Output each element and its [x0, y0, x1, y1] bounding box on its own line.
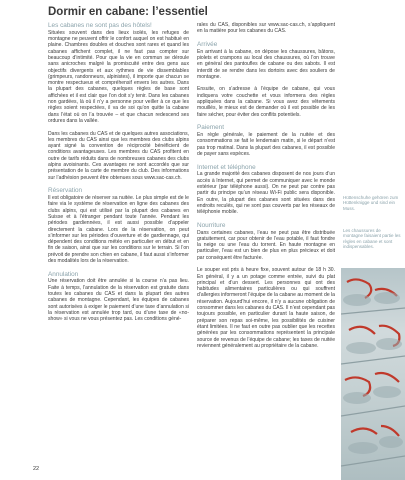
section-heading-reservation: Réservation: [48, 187, 83, 195]
section-heading-annulation: Annulation: [48, 270, 79, 278]
middle-column: [197, 22, 335, 355]
page-title: Dormir en cabane: l’essentiel: [48, 6, 208, 18]
body-paragraph: Une réservation doit être annulée si la course n’a pas lieu. Faite à temps, l’annulation de la réservation est gratuite dans toutes les cabanes du CAS et dans la plupart des autres cabanes de montagne. Cependant, les équipes de cabanes sont autorisées à exiger le paiement d’une taxe d’annulation si la réservation est annulée trop tard, ou d’une taxe de «no-show» si vous ne vous présentez pas. Les conditions géné-: [48, 278, 189, 323]
body-paragraph: En règle générale, le paiement de la nuitée et des consommations se fait le lendemain matin, si le départ n’est pas trop matinal. Dans la plupart des cabanes, il est possible de payer sans espèces.: [197, 132, 335, 157]
slippers-photo: [341, 268, 405, 480]
body-paragraph: Ensuite, on s’adresse à l’équipe de cabane, qui vous indiquera votre couchette et vous informera des règles appliquées dans la cabane. Si vous avez des vêtements mouillés, le mieux est de demander où il est possible de les faire sécher, pour éviter des conflits potentiels.: [197, 86, 335, 118]
sidebar-caption-fr: Les chaussures de montagne faisaient partie les règles en cabane et sont indispensables.: [343, 228, 401, 250]
section-heading-arrivee: Arrivée: [197, 40, 218, 48]
page-number: 22: [33, 466, 40, 472]
body-paragraph: Il est obligatoire de réserver sa nuitée. Le plus simple est de le faire via le système de réservation en ligne des cabanes des clubs alpins, qui est utilisé par la plupart des cabanes en Suisse et à l’étranger pendant toute l’année. Pendant les périodes gardiennées, il est aussi possible d’appeler directement la cabane. Lors de la réservation, on peut s’informer sur les périodes d’ouverture et de gardiennage, qui dépendent des conditions météo en particulier en début et en fin de saison, ainsi que sur les conditions sur le terrain. Si l’on prévoit de prendre son chien en cabane, il faut aussi s’informer des modalités lors de la réservation.: [48, 195, 189, 264]
section-heading-nourriture: Nourriture: [197, 221, 226, 229]
left-column: [48, 22, 189, 329]
sidebar-caption-de: Hüttenschuhe gehören zum Hüttenknigge und sind ein Muss.: [343, 195, 399, 211]
body-paragraph: rales du CAS, disponibles sur www.sac-cas.ch, s’appliquent en la matière pour les cabanes du CAS.: [197, 22, 335, 35]
body-paragraph: Dans certaines cabanes, l’eau ne peut pas être distribuée gratuitement, car pour obtenir de l’eau potable, il faut fondre la neige ou une l’eau du torrent. En haute montagne en particulier, l’eau est un bien de plus en plus précieux et doit par conséquent être facturée.: [197, 229, 335, 261]
section-heading-paiement: Paiement: [197, 124, 224, 132]
body-paragraph: En arrivant à la cabane, on dépose les chaussures, bâtons, piolets et crampons au local des chaussures, où l’on trouve en général des pantoufles de cabane ou des sabots. Il est interdit de se rendre dans les dortoirs avec des souliers de montagne.: [197, 48, 335, 80]
section-heading-cabanes: Les cabanes ne sont pas des hôtels!: [48, 22, 152, 29]
body-paragraph: La grande majorité des cabanes disposent de nos jours d’un accès à Internet, qui permet de communiquer avec le monde extérieur (par téléphone aussi). On ne peut par contre pas partir du principe qu’un réseau Wi-Fi public sera disponible. En outre, la plupart des cabanes sont situées dans des endroits reculés, qui ne sont pas couverts par les réseaux de téléphonie mobile.: [197, 171, 335, 216]
body-paragraph: Le souper est pris à heure fixe, souvent autour de 18 h 30. En général, il y a un potage comme entrée, suivi du plat principal et d’un dessert. Les personnes qui ont des habitudes alimentaires particulières ou qui souffrent d’allergies informeront l’équipe de la cabane au moment de la réservation. Aujourd’hui encore, il n’y a aucune obligation de consommer dans les cabanes du CAS. Il n’est cependant pas toujours possible, en particulier durant la haute saison, de préparer son repas soi-même, les possibilités de cuisiner étant limitées. Il ne faut en outre pas oublier que les recettes générées par les consommations représentent la principale source de revenus de l’équipe de cabane; les taxes de nuitée reviennent généralement au propriétaire de la cabane.: [197, 267, 335, 349]
slippers-illustration: [341, 268, 405, 480]
body-paragraph: Situées souvent dans des lieux isolés, les refuges de montagne ne peuvent offrir le confort auquel on est habitué en plaine. Chambres doubles et douches sont rares et quand les cabanes affichent complet, il ne faut pas compter sur beaucoup d’intimité. Pour que la vie en commun se déroule sans anicroches malgré la promiscuité entre des gens aux objectifs divergents et aux rythmes de vie dissemblables (grimpeurs, randonneurs, alpinistes), il importe que chacun se montre respectueux et compréhensif envers les autres. Dans la plupart des cabanes, quelques règles de base sont affichées et il est clair que l’on doit s’y tenir. Dans les cabanes non gardées, là où il n’y a personne pour veiller à ce que les règles soient respectées, il va de soi qu’on quitte la cabane dans l’état où on l’a trouvée – et que chacun redescend ses ordures dans la vallée.: [48, 29, 189, 124]
body-paragraph: Dans les cabanes du CAS et de quelques autres associations, les membres du CAS ainsi que les membres des clubs alpins ayant signé la convention de réciprocité bénéficient de conditions avantageuses. Les membres du CAS profitent en outre de tarifs réduits dans de nombreuses cabanes des clubs alpins avoisinants. Ces avantages ne sont accordés que sur présentation de la carte de membre du club. Des informations sur l’adhésion peuvent être obtenues sous www.sac-cas.ch.: [48, 130, 189, 181]
section-heading-internet: Internet et téléphone: [197, 163, 256, 171]
